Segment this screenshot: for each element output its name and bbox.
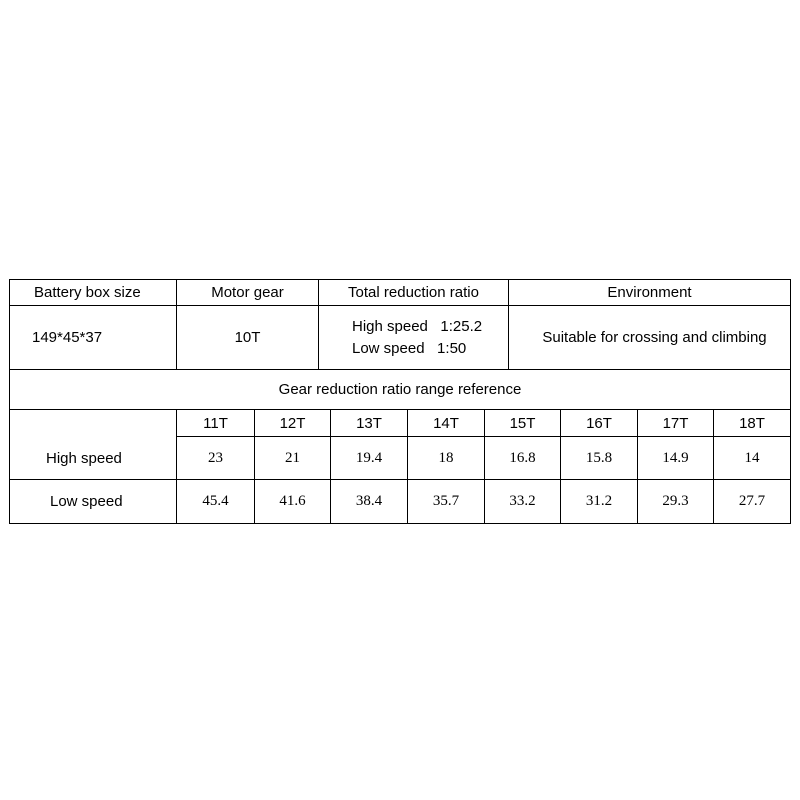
- gear-header-17t: 17T: [662, 414, 689, 432]
- row-label-high-speed: High speed: [46, 449, 122, 467]
- motor-gear-value: 10T: [234, 329, 261, 346]
- low-speed-11t: 45.4: [202, 493, 229, 509]
- table-border-right: [790, 279, 791, 524]
- gear-header-11t: 11T: [203, 414, 228, 432]
- gear-header-15t: 15T: [509, 414, 536, 432]
- high-speed-18t: 14: [744, 449, 760, 466]
- header-motor-gear: Motor gear: [211, 284, 284, 301]
- low-speed-15t: 33.2: [509, 493, 536, 509]
- gear-header-12t: 12T: [279, 414, 306, 432]
- high-speed-12t: 21: [285, 449, 300, 466]
- header-environment: Environment: [607, 284, 692, 301]
- high-speed-13t: 19.4: [355, 449, 383, 466]
- battery-box-size-value: 149*45*37: [32, 329, 103, 346]
- row-label-low-speed: Low speed: [50, 493, 123, 510]
- high-speed-17t: 14.9: [662, 449, 689, 466]
- table-border-bottom: [9, 523, 791, 524]
- high-speed-15t: 16.8: [509, 449, 536, 466]
- total-reduction-ratio-values: [352, 306, 508, 369]
- gear-header-18t: 18T: [739, 414, 765, 432]
- reference-title: Gear reduction ratio range reference: [278, 381, 522, 398]
- high-speed-16t: 15.8: [585, 449, 613, 466]
- low-speed-17t: 29.3: [662, 493, 689, 509]
- high-speed-14t: 18: [438, 449, 454, 466]
- gear-header-16t: 16T: [586, 414, 612, 432]
- gear-header-13t: 13T: [356, 414, 382, 432]
- low-speed-ratio: Low speed 1:50: [352, 339, 467, 357]
- header-battery-box-size: Battery box size: [34, 284, 141, 301]
- low-speed-13t: 38.4: [355, 493, 383, 509]
- low-speed-12t: 41.6: [279, 493, 306, 509]
- low-speed-14t: 35.7: [432, 493, 460, 509]
- gear-header-14t: 14T: [433, 414, 459, 432]
- environment-value: Suitable for crossing and climbing: [542, 329, 767, 346]
- header-total-reduction-ratio: Total reduction ratio: [348, 284, 479, 301]
- low-speed-18t: 27.7: [738, 493, 766, 509]
- high-speed-11t: 23: [208, 449, 223, 466]
- low-speed-16t: 31.2: [585, 493, 613, 509]
- high-speed-ratio: High speed 1:25.2: [352, 317, 483, 335]
